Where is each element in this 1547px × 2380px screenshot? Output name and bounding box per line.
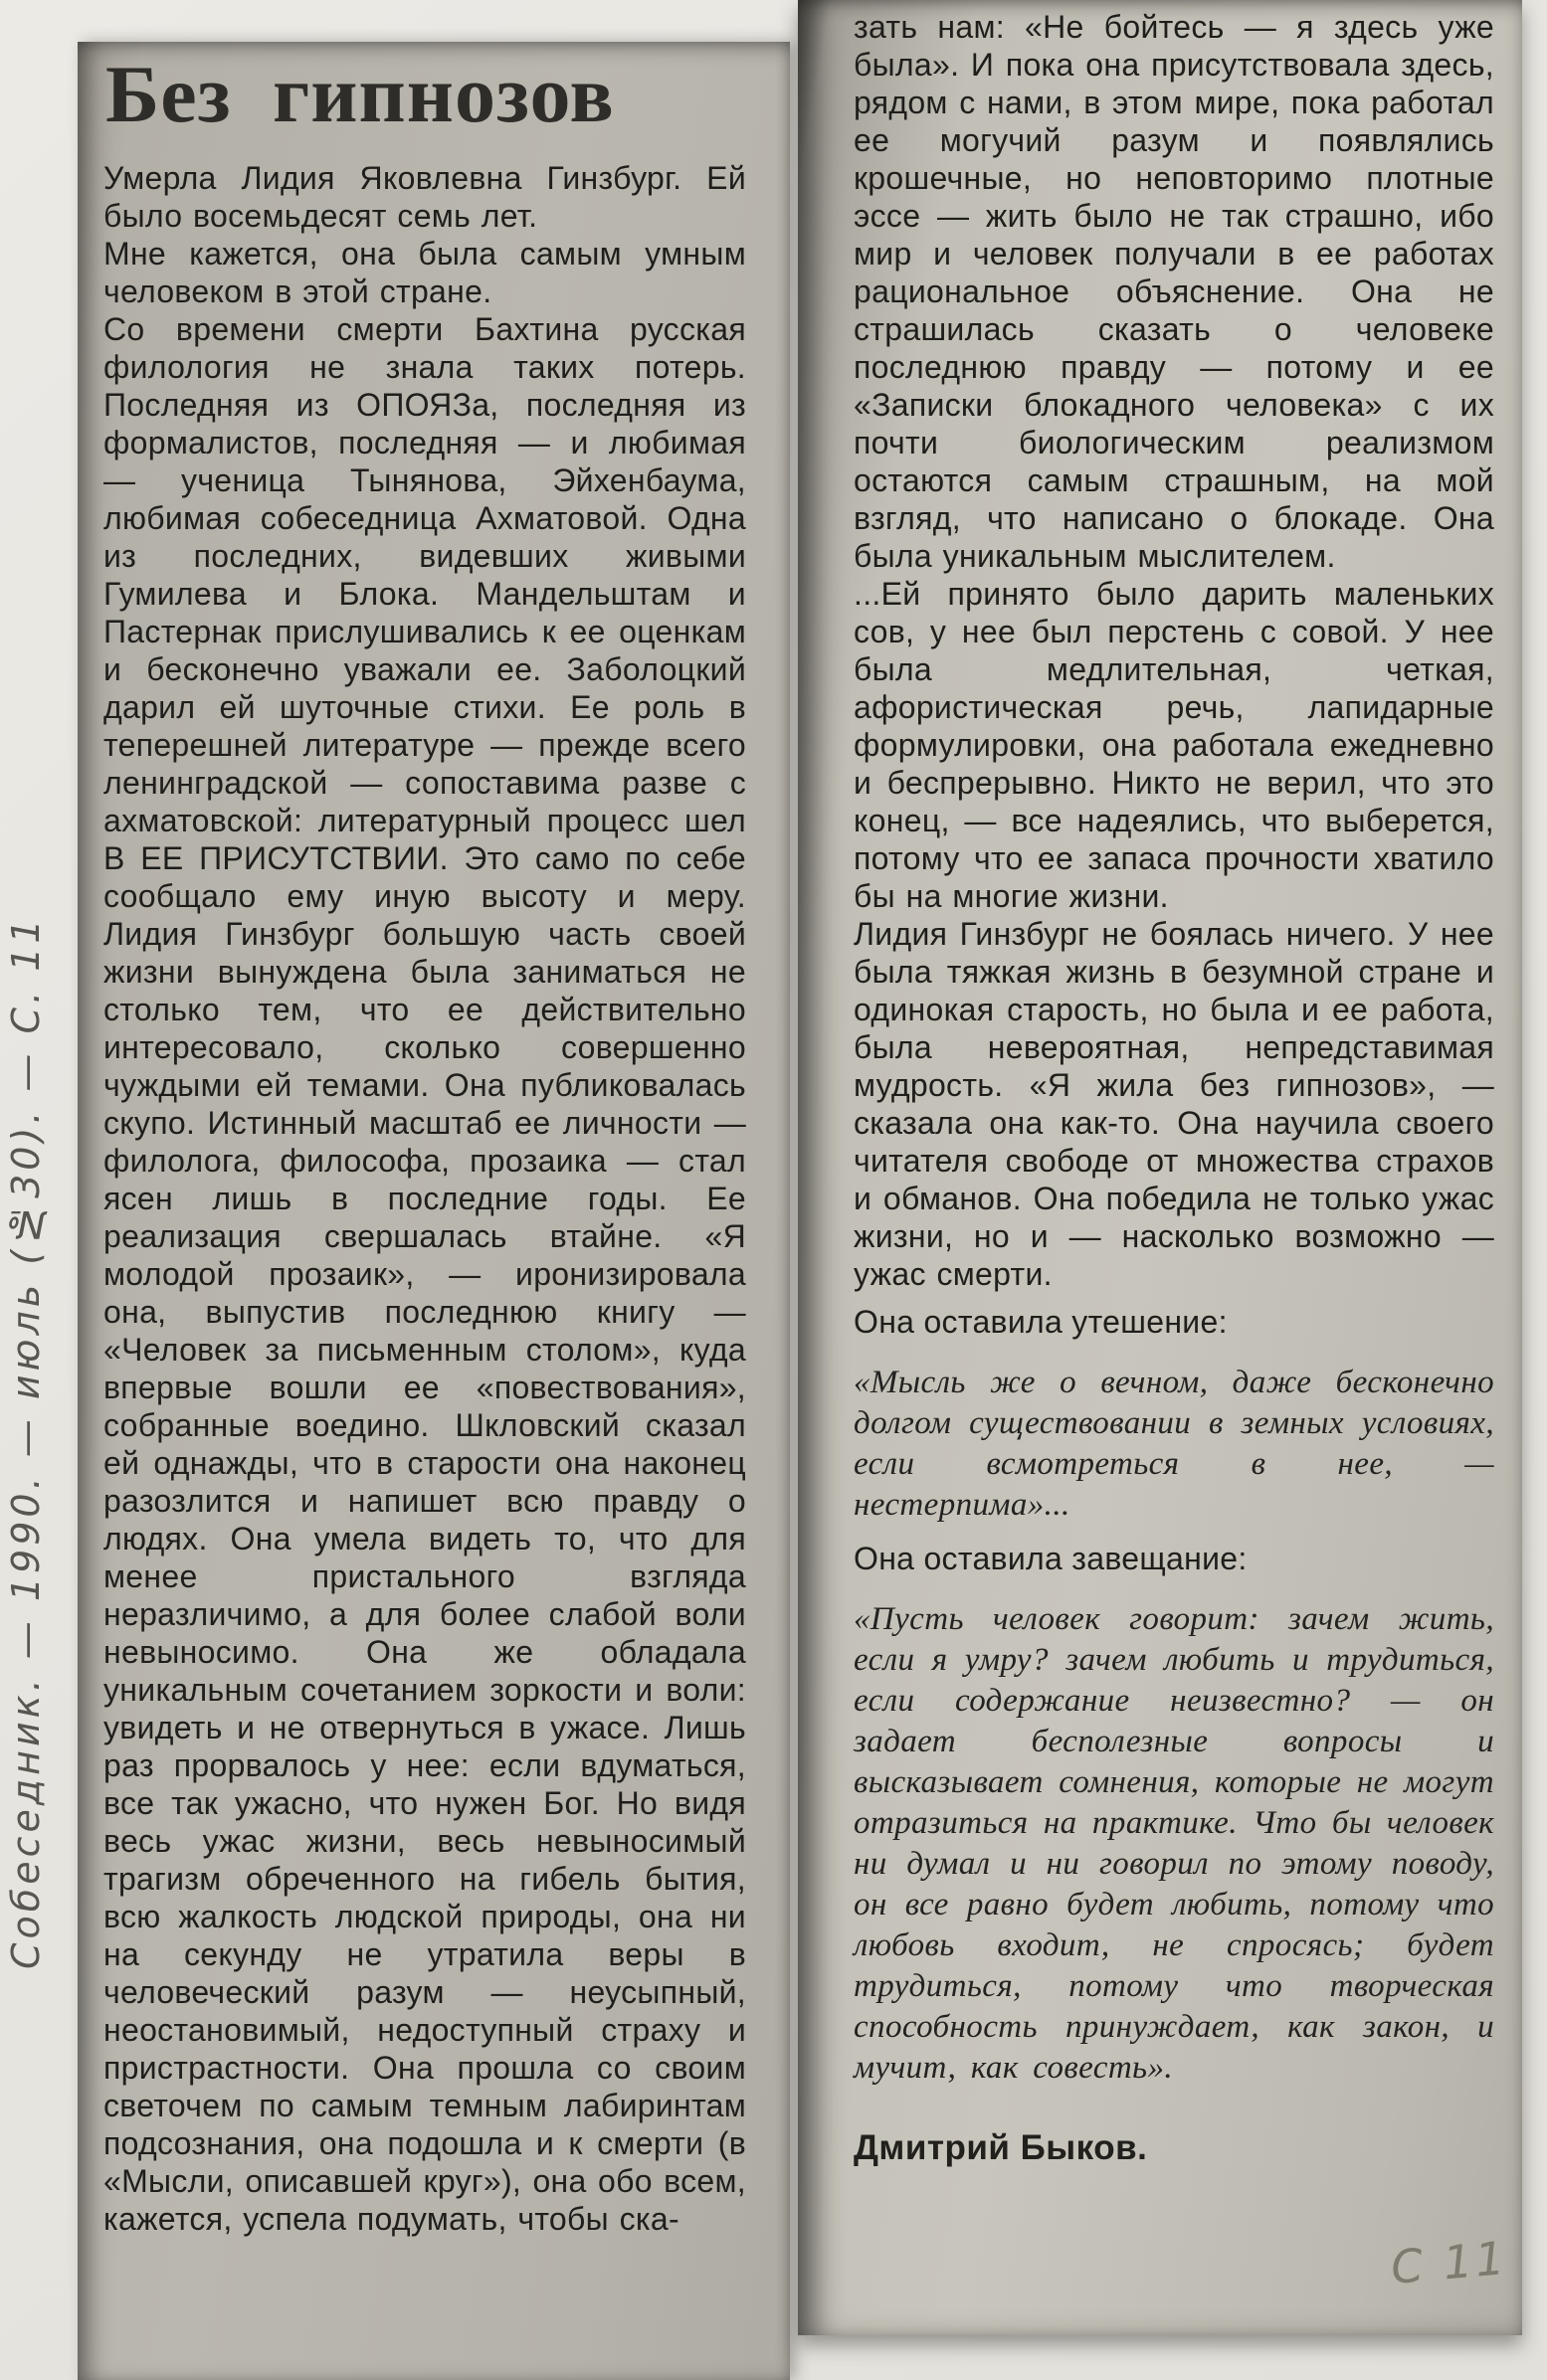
quote-lead-in: Она оставила завещание: (854, 1541, 1248, 1576)
right-clipping (798, 0, 1522, 2335)
left-column-paragraph: Умерла Лидия Яковлевна Гинзбург. Ей было восемьдесят семь лет. (103, 160, 746, 234)
pull-quote: «Мысль же о вечном, даже бесконечно долгом существовании в земных условиях, если всмотреться в нее, — нестерпима»... (854, 1365, 1494, 1523)
right-column-paragraph: Лидия Гинзбург не боялась ничего. У нее была тяжкая жизнь в безумной стране и одинокая старость, но была и ее работа, была невероятная, непредставимая мудрость. «Я жила без гипнозов», — сказала она как-то. Она научила своего читателя свободе от множества страхов и обманов. Она победила не только ужас жизни, но и — насколько возможно — ужас смерти. (854, 916, 1494, 1292)
handwritten-page-mark: С 11 (1388, 2230, 1510, 2295)
right-column-paragraph: зать нам: «Не бойтесь — я здесь уже была». И пока она присутствовала здесь, рядом с нами, в этом мире, пока работал ее могучий разум и появлялись крошечные, но неповторимо плотные эссе — жить было не так страшно, ибо мир и человек получали в ее работах рациональное объяснение. Она не страшилась сказать о человеке последнюю правду — потому и ее «Записки блокадного человека» с их почти биологическим реализмом остаются самым страшным, на мой взгляд, что написано о блокаде. Она была уникальным мыслителем. (854, 9, 1494, 574)
left-column-paragraph: Со времени смерти Бахтина русская филология не знала таких потерь. Последняя из ОПОЯЗа, последняя из формалистов, последняя — и любимая — ученица Тынянова, Эйхенбаума, любимая собеседница Ахматовой. Одна из последних, видевших живыми Гумилева и Блока. Мандельштам и Пастернак прислушивались к ее оценкам и бесконечно уважали ее. Заболоцкий дарил ей шуточные стихи. Ее роль в теперешней литературе — прежде всего ленинградской — сопоставима разве с ахматовской: литературный процесс шел В ЕЕ ПРИСУТСТВИИ. Это само по себе сообщало ему иную высоту и меру. Лидия Гинзбург большую часть своей жизни вынуждена была заниматься не столько тем, что ее действительно интересовало, сколько совершенно чуждыми ей темами. Она публиковалась скупо. Истинный масштаб ее личности — филолога, философа, прозаика — стал ясен лишь в последние годы. Ее реализация свершалась втайне. «Я молодой прозаик», — иронизировала она, выпустив последнюю книгу — «Человек за письменным столом», куда впервые вошли ее «повествования», собранные воедино. Шкловский сказал ей однажды, что в старости она наконец разозлится и напишет всю правду о людях. Она умела видеть то, что для менее пристального взгляда неразличимо, а для более слабой воли невыносимо. Она же обладала уникальным сочетанием зоркости и воли: увидеть и не отвернуться в ужасе. Лишь раз прорвалось у нее: если вдуматься, все так ужасно, что нужен Бог. Но видя весь ужас жизни, весь невыносимый трагизм обреченного на гибель бытия, всю жалкость людской природы, она ни на секунду не утратила веры в человеческий разум — неусыпный, неостановимый, недоступный страху и пристрастности. Она прошла со своим светочем по самым темным лабиринтам подсознания, она подошла и к смерти (в «Мысли, описавшей круг»), она обо всем, кажется, успела подумать, чтобы ска- (103, 311, 746, 2237)
quote-lead-in: Она оставила утешение: (854, 1304, 1228, 1340)
byline: Дмитрий Быков. (854, 2128, 1148, 2167)
handwritten-citation: Собеседник. — 1990. — июль (№30). — С. 11 (4, 915, 48, 1969)
left-column-paragraph: Мне кажется, она была самым умным человеком в этой стране. (103, 236, 746, 309)
right-column-paragraph: ...Ей принято было дарить маленьких сов, у нее был перстень с совой. У нее была медлительная, четкая, афористическая речь, лапидарные формулировки, она работала ежедневно и беспрерывно. Никто не верил, что это конец, — все надеялись, что выберется, потому что ее запаса прочности хватило бы на многие жизни. (854, 576, 1494, 914)
article-headline: Без гипнозов (105, 49, 615, 139)
pull-quote: «Пусть человек говорит: зачем жить, если я умру? зачем любить и трудиться, если содержание неизвестно? — он задает бесполезные вопросы и высказывает сомнения, которые не могут отразиться на практике. Что бы человек ни думал и ни говорил по этому поводу, он все равно будет любить, потому что любовь входит, не спросясь; будет трудиться, потому что творческая способность принуждает, как закон, и мучит, как совесть». (854, 1601, 1494, 2086)
left-clipping (78, 42, 790, 2380)
